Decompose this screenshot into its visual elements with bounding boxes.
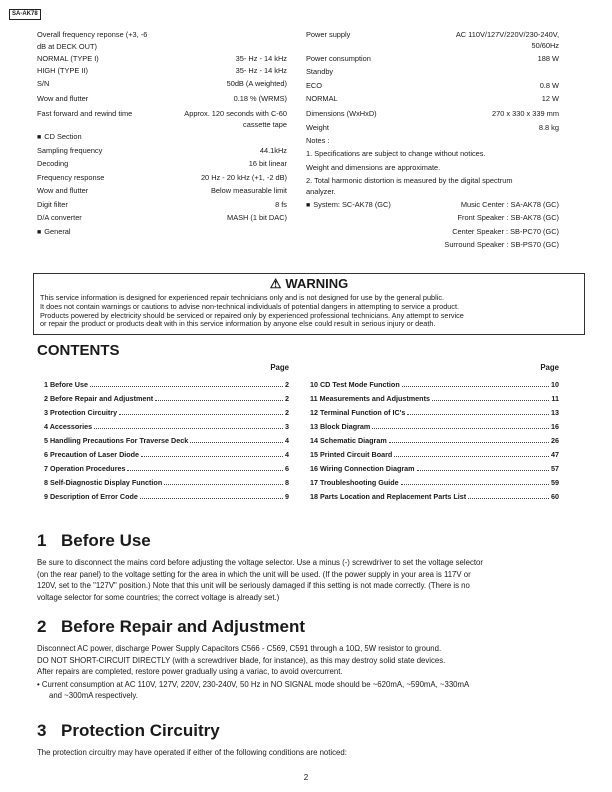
spec-note: 1. Specifications are subject to change without notices. [306,149,486,158]
warning-title: WARNING [285,276,349,291]
spec-note: 2. Total harmonic distortion is measured by the digital spectrum [306,176,513,185]
body-line: (on the rear panel) to the voltage setting for the area in which the unit will be used. (If the power supply in your area is 117V or [37,569,471,579]
toc-entry[interactable] [310,422,559,431]
toc-leader [190,436,283,443]
spec-value: 20 Hz - 20 kHz (+1, -2 dB) [200,173,287,182]
toc-leader [90,380,283,387]
toc-leader [372,422,549,429]
body-line: voltage selector for some countries; the correct voltage is already set.) [37,592,280,602]
toc-entry[interactable] [44,408,289,417]
spec-label: Wow and flutter [37,94,89,103]
spec-value: 44.1kHz [259,146,287,155]
toc-title: 8 Self-Diagnostic Display Function [44,478,163,487]
toc-title: 9 Description of Error Code [44,492,138,501]
toc-title: 5 Handling Precautions For Traverse Deck [44,436,189,445]
toc-title: 6 Precaution of Laser Diode [44,450,140,459]
warning-heading [34,276,584,292]
toc-entry[interactable] [310,394,559,403]
page-number: 2 [303,773,309,782]
spec-label: ECO [306,81,323,90]
contents-title: CONTENTS [37,342,120,359]
toc-leader [127,464,283,471]
toc-leader [141,450,283,457]
toc-page: 16 [551,422,559,431]
toc-entry[interactable] [310,478,559,487]
spec-label: S/N [37,79,50,88]
toc-page: 2 [285,394,289,403]
toc-page: 2 [285,408,289,417]
page-column-label: Page [270,363,289,372]
toc-title: 2 Before Repair and Adjustment [44,394,154,403]
toc-title: 7 Operation Procedures [44,464,126,473]
toc-page: 59 [551,478,559,487]
toc-leader [140,492,283,499]
bullet-line-continued: and ~300mA respectively. [49,691,138,701]
spec-label: Standby [306,67,334,76]
spec-value: MASH (1 bit DAC) [227,213,287,222]
spec-value: Approx. 120 seconds with C-60 [184,109,287,118]
toc-title: 17 Troubleshooting Guide [310,478,399,487]
body-line: Disconnect AC power, discharge Power Supply Capacitors C566 - C569, C591 through a 10Ω, 5W resistor to ground. [37,644,442,653]
spec-label: Fast forward and rewind time [37,109,133,118]
spec-value: 0.8 W [539,81,559,90]
body-line: Be sure to disconnect the mains cord before adjusting the voltage selector. Use a minus (-) screwdriver to set the voltage selector [37,558,483,567]
section-number: 3 [37,721,47,740]
toc-entry[interactable] [44,394,289,403]
toc-entry[interactable] [44,478,289,487]
body-line: 120V, set to the "127V" position.) Note that this unit will be seriously damaged if this setting is not made correctly. (There is no [37,581,470,591]
spec-value: 12 W [541,94,559,103]
toc-entry[interactable] [310,464,559,473]
spec-value: AC 110V/127V/220V/230-240V, [455,30,559,39]
warning-line: Products powered by electricity should be serviced or repaired only by experienced professional technicians. Any attempt to service [40,310,464,320]
toc-title: 3 Protection Circuitry [44,408,118,417]
section-number: 1 [37,531,47,550]
toc-leader [164,478,283,485]
toc-page: 2 [285,380,289,389]
toc-page: 47 [551,450,559,459]
toc-page: 3 [285,422,289,431]
toc-title: 14 Schematic Diagram [310,436,387,445]
toc-leader [417,464,549,471]
system-component: Center Speaker : SB-PC70 (GC) [452,227,559,236]
warning-box [33,273,585,335]
spec-value: 270 x 330 x 339 mm [492,109,559,118]
section-1-body [37,557,567,603]
body-line: After repairs are completed, restore power gradually using a variac, to avoid overcurrent. [37,667,343,677]
toc-leader [407,408,549,415]
system-component: Front Speaker : SB-AK78 (GC) [457,213,559,222]
toc-page: 60 [551,492,559,501]
spec-value: 8 fs [275,200,287,209]
toc-leader [468,492,549,499]
toc-leader [432,394,549,401]
spec-note: Notes : [306,136,330,145]
toc-page: 10 [551,380,559,389]
section-title: Before Repair and Adjustment [61,617,306,636]
spec-value: 50/60Hz [531,41,559,50]
toc-entry[interactable] [310,380,559,389]
section-heading-3 [37,721,220,741]
spec-label: Power supply [306,30,351,39]
spec-label: Weight [306,123,329,132]
toc-title: 11 Measurements and Adjustments [310,394,430,403]
section-3-body [37,747,567,759]
system-label: ■ System: SC-AK78 (GC) [306,199,391,212]
spec-value: 16 bit linear [248,159,287,168]
spec-value: 35- Hz - 14 kHz [235,54,287,63]
toc-entry[interactable] [310,492,559,501]
toc-entry[interactable] [44,464,289,473]
toc-entry[interactable] [44,450,289,459]
toc-leader [401,478,549,485]
body-line: The protection circuitry may have operated if either of the following conditions are noticed: [37,748,347,757]
toc-entry[interactable] [310,450,559,459]
toc-page: 57 [551,464,559,473]
spec-label: D/A converter [37,213,82,222]
section-title: Before Use [61,531,151,550]
spec-label: Decoding [37,159,69,168]
spec-value: 50dB (A weighted) [226,79,287,88]
section-heading-2 [37,617,305,637]
spec-label: Power consumption [306,54,371,63]
toc-title: 10 CD Test Mode Function [310,380,400,389]
toc-page: 11 [551,394,559,403]
spec-value: 0.18 % (WRMS) [233,94,287,103]
toc-entry[interactable] [44,422,289,431]
spec-section-heading: ■ General [37,226,71,239]
toc-title: 1 Before Use [44,380,88,389]
spec-value: 35- Hz - 14 kHz [235,66,287,75]
spec-label: Frequency response [37,173,105,182]
warning-text [40,294,578,329]
toc-title: 16 Wiring Connection Diagram [310,464,415,473]
toc-title: 15 Printed Circuit Board [310,450,393,459]
section-number: 2 [37,617,47,636]
toc-title: 13 Block Diagram [310,422,371,431]
spec-value: 188 W [537,54,559,63]
toc-leader [119,408,283,415]
spec-label: NORMAL (TYPE I) [37,54,99,63]
toc-leader [389,436,549,443]
spec-label: Sampling frequency [37,146,103,155]
spec-label: dB at DECK OUT) [37,42,97,51]
toc-leader [394,450,549,457]
toc-entry[interactable] [310,436,559,445]
page-column-label: Page [540,363,559,372]
section-heading-1 [37,531,151,551]
section-title: Protection Circuitry [61,721,220,740]
toc-page: 26 [551,436,559,445]
toc-title: 4 Accessories [44,422,93,431]
toc-entry[interactable] [310,408,559,417]
spec-section-heading: ■ CD Section [37,131,82,144]
toc-page: 6 [285,464,289,473]
warning-line: or repair the product or products dealt with in this service information by anyone else could result in serious injury or death. [40,319,436,329]
toc-page: 4 [285,450,289,459]
spec-label: HIGH (TYPE II) [37,66,88,75]
toc-title: 12 Terminal Function of IC's [310,408,406,417]
toc-entry[interactable] [44,380,289,389]
toc-entry[interactable] [44,436,289,445]
system-component: Surround Speaker : SB-PS70 (GC) [444,240,559,249]
spec-label: NORMAL [306,94,338,103]
spec-value: 8.8 kg [538,123,559,132]
toc-leader [155,394,283,401]
toc-page: 9 [285,492,289,501]
spec-value: cassette tape [243,120,287,129]
spec-label: Digit filter [37,200,68,209]
system-component: Music Center : SA-AK78 (GC) [460,200,559,209]
spec-note: analyzer. [306,187,336,196]
toc-leader [94,422,283,429]
spec-label: Dimensions (WxHxD) [306,109,377,118]
spec-note: Weight and dimensions are approximate. [306,163,441,172]
toc-page: 4 [285,436,289,445]
toc-title: 18 Parts Location and Replacement Parts List [310,492,467,501]
toc-leader [402,380,549,387]
model-tag: SA-AK78 [9,9,41,20]
section-2-body [37,643,567,702]
spec-value: Below measurable limit [211,186,287,195]
toc-page: 8 [285,478,289,487]
body-line: DO NOT SHORT-CIRCUIT DIRECTLY (with a screwdriver blade, for instance), as this may destroy solid state devices. [37,655,446,665]
warning-line: This service information is designed for experienced repair technicians only and is not designed for use by the general public. [40,293,444,302]
toc-page: 13 [551,408,559,417]
bullet-line: • Current consumption at AC 110V, 127V, 220V, 230-240V, 50 Hz in NO SIGNAL mode should be ~620mA, ~590mA, ~330mA [37,679,470,689]
warning-triangle-icon: ⚠ [269,276,282,291]
spec-label: Overall frequency reponse (+3, -6 [37,30,148,39]
spec-label: Wow and flutter [37,186,89,195]
warning-line: It does not contain warnings or cautions to advise non-technical individuals of potential dangers in attempting to service a product. [40,301,460,311]
toc-entry[interactable] [44,492,289,501]
